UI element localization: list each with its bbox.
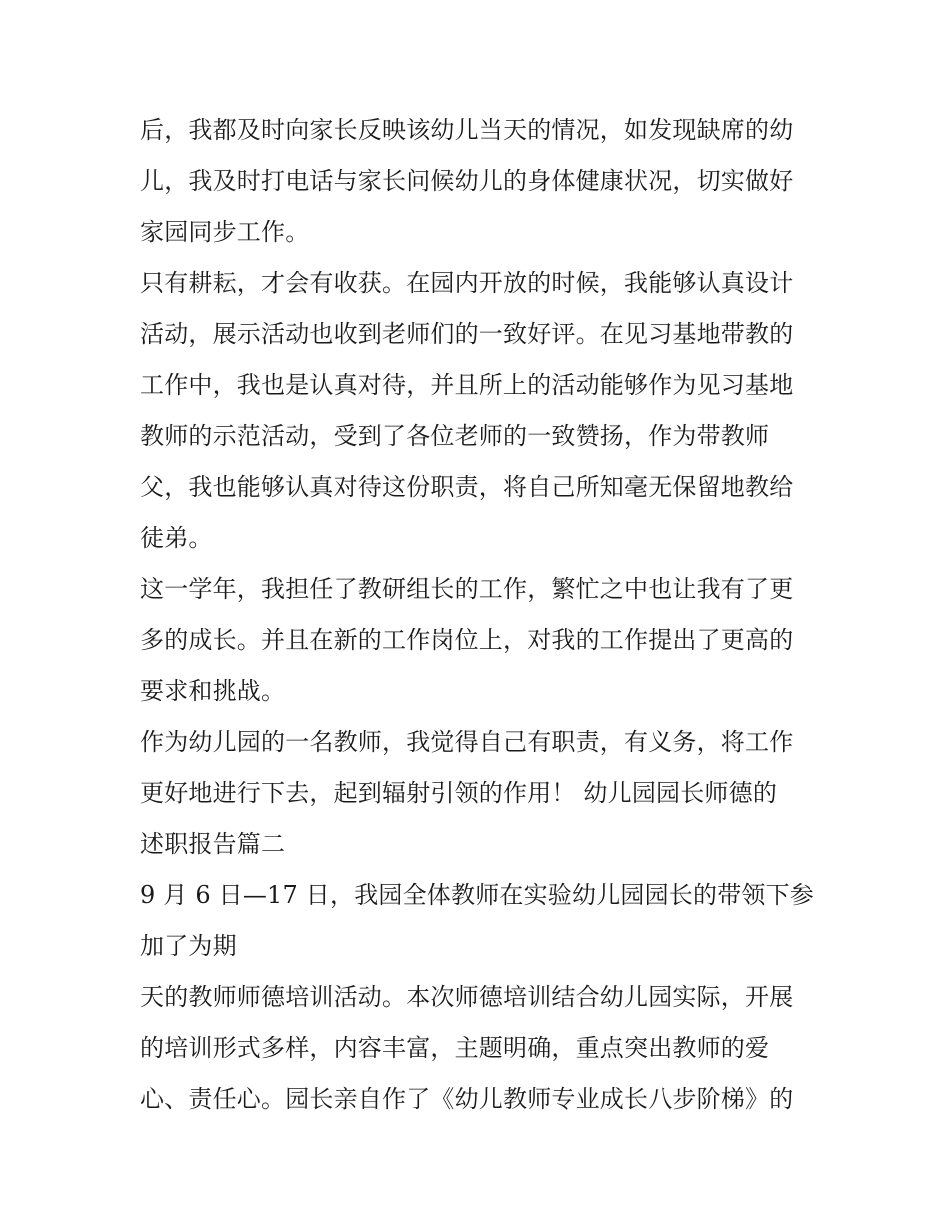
text-line: 儿，我及时打电话与家长问候幼儿的身体健康状况，切实做好: [140, 167, 794, 195]
text-line: 更好地进行下去，起到辐射引领的作用！ 幼儿园园长师德的: [140, 779, 778, 807]
text-line: 家园同步工作。: [140, 218, 310, 246]
text-line: 要求和挑战。: [140, 677, 286, 705]
text-line: 后，我都及时向家长反映该幼儿当天的情况，如发现缺席的幼: [140, 116, 794, 144]
text-line: 只有耕耘，才会有收获。在园内开放的时候，我能够认真设计: [140, 269, 794, 297]
text-line: 述职报告篇二: [140, 830, 286, 858]
text-line: 的培训形式多样，内容丰富，主题明确，重点突出教师的爱: [140, 1034, 770, 1062]
text-line: 活动，展示活动也收到老师们的一致好评。在见习基地带教的: [140, 320, 794, 348]
text-line: 作为幼儿园的一名教师，我觉得自己有职责，有义务，将工作: [140, 728, 794, 756]
document-body: [140, 105, 820, 1125]
text-line: 这一学年，我担任了教研组长的工作，繁忙之中也让我有了更: [140, 575, 794, 603]
text-line: 多的成长。并且在新的工作岗位上，对我的工作提出了更高的: [140, 626, 794, 654]
text-line: 父，我也能够认真对待这份职责，将自己所知毫无保留地教给: [140, 473, 794, 501]
text-line: 徒弟。: [140, 524, 213, 552]
text-line: 加了为期: [140, 932, 237, 960]
text-line: 工作中，我也是认真对待，并且所上的活动能够作为见习基地: [140, 371, 794, 399]
text-line: 心、责任心。园长亲自作了《幼儿教师专业成长八步阶梯》的: [140, 1085, 794, 1113]
text-line: 天的教师师德培训活动。本次师德培训结合幼儿园实际，开展: [140, 983, 794, 1011]
text-line: 教师的示范活动，受到了各位老师的一致赞扬，作为带教师: [140, 422, 770, 450]
text-line: 9 月 6 日—17 日，我园全体教师在实验幼儿园园长的带领下参: [140, 881, 814, 909]
